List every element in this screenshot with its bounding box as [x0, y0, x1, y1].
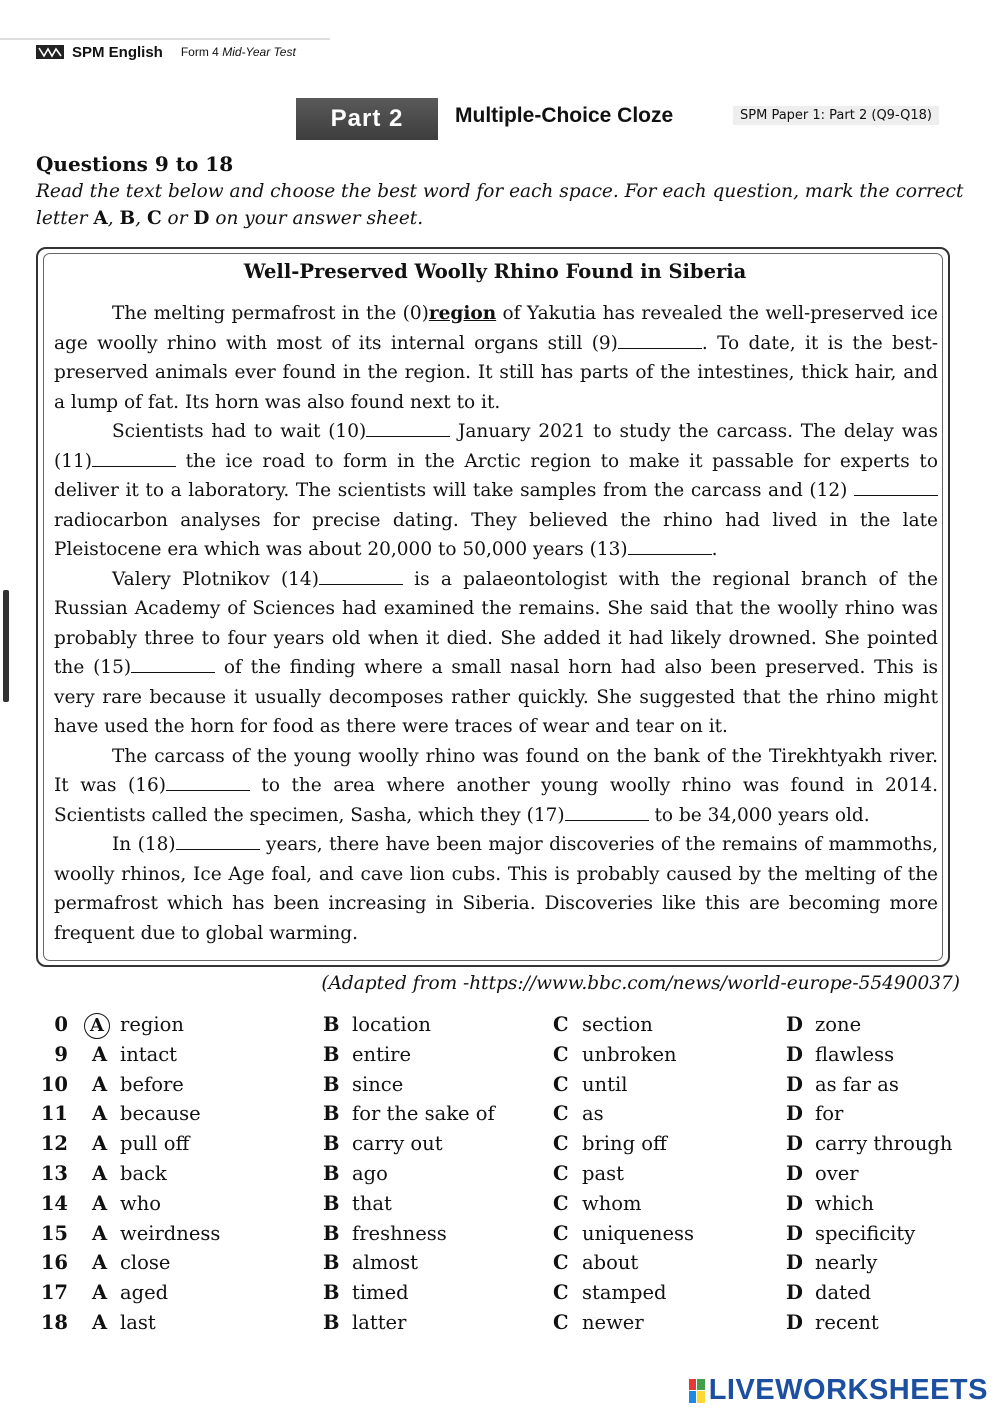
option-c-letter[interactable]: C [553, 1310, 569, 1334]
question-number: 18 [40, 1310, 68, 1334]
question-number: 15 [40, 1221, 68, 1245]
blank-11[interactable] [92, 465, 176, 467]
option-b-text: latter [352, 1310, 407, 1334]
option-c-text: uniqueness [582, 1221, 695, 1245]
option-b-letter[interactable]: B [323, 1042, 340, 1066]
option-a-text: pull off [120, 1132, 190, 1156]
option-d-text: zone [815, 1013, 862, 1036]
option-row-17 [40, 1281, 960, 1311]
option-d-text: nearly [815, 1251, 878, 1275]
option-row-12 [40, 1132, 960, 1162]
paper-label: SPM Paper 1: Part 2 (Q9-Q18) [733, 106, 939, 125]
paragraph-4: The carcass of the young woolly rhino was found on the bank of the Tirekhtyakh river. It was (16) to the area where another young woolly rhino was found in 2014. Scientists called the specimen, Sasha, which they (17) to be 34,000 years old. [54, 745, 938, 826]
option-b-text: carry out [352, 1132, 443, 1156]
option-c-letter[interactable]: C [553, 1102, 569, 1126]
option-row-16 [40, 1251, 960, 1281]
questions-heading: Questions 9 to 18 [36, 152, 234, 176]
option-d-text: as far as [815, 1072, 899, 1096]
option-c-letter[interactable]: C [553, 1251, 569, 1275]
option-d-letter[interactable]: D [786, 1102, 803, 1126]
option-b-text: that [352, 1191, 392, 1215]
instructions: Read the text below and choose the best word for each space. For each question, mark the correct letter A, B, C or D on your answer sheet. [36, 181, 964, 229]
passage-text [54, 299, 938, 948]
option-row-15 [40, 1222, 960, 1252]
option-b-text: entire [352, 1042, 412, 1066]
option-a-text: back [120, 1161, 167, 1185]
option-a-letter[interactable]: A [92, 1191, 108, 1215]
question-number: 12 [40, 1132, 68, 1156]
binding-mark [3, 590, 9, 702]
option-c-text: unbroken [582, 1042, 677, 1066]
option-c-letter[interactable]: C [553, 1191, 569, 1215]
blank-17[interactable] [565, 819, 649, 821]
option-c-letter[interactable]: C [553, 1161, 569, 1185]
option-d-text: carry through [815, 1132, 953, 1156]
question-number: 16 [40, 1251, 68, 1275]
option-d-text: specificity [815, 1221, 916, 1245]
option-a-letter[interactable]: A [92, 1132, 108, 1156]
option-b-letter[interactable]: B [323, 1221, 340, 1245]
option-d-letter[interactable]: D [786, 1221, 803, 1245]
option-c-text: bring off [582, 1132, 667, 1156]
option-c-letter[interactable]: C [553, 1132, 569, 1156]
option-row-0: 0 A region B location C section D zone [40, 1013, 960, 1043]
option-a-letter[interactable]: A [92, 1102, 108, 1126]
passage-title: Well-Preserved Woolly Rhino Found in Siberia [243, 260, 747, 283]
option-d-text: for [815, 1102, 844, 1126]
option-b-letter[interactable]: B [323, 1161, 340, 1185]
option-b-text: since [352, 1072, 404, 1096]
option-b-letter[interactable]: B [323, 1310, 340, 1334]
option-a-text: aged [120, 1281, 169, 1305]
option-d-letter[interactable]: D [786, 1132, 803, 1156]
brand-name: SPM English [72, 43, 163, 61]
example-answer: region [428, 303, 497, 324]
book-logo-icon [36, 45, 64, 59]
option-c-text: whom [582, 1191, 642, 1215]
option-a-letter[interactable]: A [92, 1221, 108, 1245]
liveworksheets-logo-icon [689, 1379, 705, 1403]
option-b-text: ago [352, 1161, 388, 1185]
blank-12[interactable] [854, 494, 938, 496]
paragraph-5: In (18) years, there have been major discoveries of the remains of mammoths, woolly rhinos, Ice Age foal, and cave lion cubs. This is probably caused by the melting of the permafrost which has been increasing in Siberia. Discoveries like this are becoming more frequent due to global warming. [54, 834, 938, 944]
option-d-letter[interactable]: D [786, 1281, 803, 1305]
option-c-text: as [582, 1102, 604, 1126]
question-number: 9 [54, 1042, 68, 1066]
option-a-text: weirdness [120, 1221, 221, 1245]
option-a-letter[interactable]: A [92, 1161, 108, 1185]
option-a-text: intact [120, 1042, 178, 1066]
question-number: 10 [40, 1072, 68, 1096]
option-b-letter[interactable]: B [323, 1281, 340, 1305]
option-c-text: stamped [582, 1281, 667, 1305]
option-b-letter[interactable]: B [323, 1072, 340, 1096]
option-row-9 [40, 1043, 960, 1073]
option-a-letter[interactable]: A [92, 1251, 108, 1275]
option-b-text: timed [352, 1281, 409, 1305]
option-d-text: flawless [815, 1042, 895, 1066]
option-b-letter[interactable]: B [323, 1191, 340, 1215]
option-b-letter[interactable]: B [323, 1251, 340, 1275]
watermark [689, 1374, 988, 1407]
option-b-text: for the sake of [352, 1102, 495, 1126]
option-b-text: freshness [352, 1221, 447, 1245]
blank-10[interactable] [366, 435, 450, 437]
option-a-text: because [120, 1102, 201, 1126]
option-d-letter[interactable]: D [786, 1251, 803, 1275]
part-badge: Part 2 [296, 98, 438, 140]
option-b-letter[interactable]: B [323, 1013, 340, 1036]
option-row-13 [40, 1162, 960, 1192]
option-c-text: about [582, 1251, 639, 1275]
option-row-18 [40, 1311, 960, 1341]
question-number: 11 [40, 1102, 68, 1126]
question-number: 17 [40, 1281, 68, 1305]
option-c-letter[interactable]: C [553, 1072, 569, 1096]
option-d-text: dated [815, 1281, 871, 1305]
option-b-text: location [352, 1013, 431, 1036]
option-a-letter[interactable]: A [92, 1310, 108, 1334]
question-number: 13 [40, 1161, 68, 1185]
option-row-14 [40, 1192, 960, 1222]
option-a-letter[interactable]: A [92, 1281, 108, 1305]
option-c-letter[interactable]: C [553, 1013, 569, 1036]
option-d-letter[interactable]: D [786, 1013, 803, 1036]
paragraph-1: The melting permafrost in the (0)region of Yakutia has revealed the well-preserved ice age woolly rhino with most of its internal organs still (9) . To date, it is the best-preserved animals ever found in the region. It still has parts of the intestines, thick hair, and a lump of fat. Its horn was also found next to it. [54, 303, 939, 413]
option-a-letter[interactable]: A [92, 1042, 108, 1066]
option-c-letter[interactable]: C [553, 1221, 569, 1245]
option-d-letter[interactable]: D [786, 1161, 803, 1185]
option-c-letter[interactable]: C [553, 1281, 569, 1305]
blank-15[interactable] [131, 671, 215, 673]
blank-16[interactable] [166, 789, 250, 791]
page-header [36, 40, 296, 64]
options-table [40, 1013, 960, 1341]
option-d-letter[interactable]: D [786, 1072, 803, 1096]
option-c-text: past [582, 1161, 624, 1185]
blank-9[interactable] [618, 347, 702, 349]
option-a-text: close [120, 1251, 171, 1275]
option-d-letter[interactable]: D [786, 1310, 803, 1334]
option-c-text: until [582, 1072, 628, 1096]
option-c-text: section [582, 1013, 653, 1036]
option-b-letter[interactable]: B [323, 1132, 340, 1156]
option-c-text: newer [582, 1310, 644, 1334]
blank-18[interactable] [176, 848, 260, 850]
option-a-text: region [120, 1013, 184, 1036]
source-citation: (Adapted from -https://www.bbc.com/news/world-europe-55490037) [321, 973, 960, 994]
option-a-text: before [120, 1072, 184, 1096]
paragraph-3: Valery Plotnikov (14) is a palaeontologist with the regional branch of the Russian Academy of Sciences had examined the remains. She said that the woolly rhino was probably three to four years old when it died. She added it had likely drowned. She pointed the (15) of the finding where a small nasal horn had also been preserved. This is very rare because it usually decomposes rather quickly. She suggested that the rhino might have used the horn for food as there were traces of wear and tear on it. [54, 568, 939, 737]
option-a-text: last [120, 1310, 156, 1334]
blank-14[interactable] [319, 583, 403, 585]
option-a-letter[interactable]: A [92, 1072, 108, 1096]
option-row-10 [40, 1073, 960, 1103]
option-c-letter[interactable]: C [553, 1042, 569, 1066]
option-d-text: recent [815, 1310, 879, 1334]
option-row-11 [40, 1102, 960, 1132]
option-d-letter[interactable]: D [786, 1191, 803, 1215]
option-d-text: over [815, 1161, 859, 1185]
option-b-text: almost [352, 1251, 418, 1275]
option-d-text: which [815, 1191, 874, 1215]
question-number: 0 [54, 1013, 68, 1036]
watermark-text: LIVEWORKSHEETS [708, 1374, 988, 1406]
option-a-text: who [120, 1191, 161, 1215]
part-title: Multiple-Choice Cloze [455, 104, 674, 127]
form-label: Form 4 Mid-Year Test [180, 45, 296, 59]
option-d-letter[interactable]: D [786, 1042, 803, 1066]
option-b-letter[interactable]: B [323, 1102, 340, 1126]
blank-13[interactable] [628, 553, 712, 555]
question-number: 14 [40, 1191, 68, 1215]
paragraph-2: Scientists had to wait (10) January 2021 to study the carcass. The delay was (11) the ice road to form in the Arctic region to make it passable for experts to deliver it to a laboratory. The scientists will take samples from the carcass and (12) radiocarbon analyses for precise dating. They believed the rhino had lived in the late Pleistocene era which was about 20,000 to 50,000 years (13) . [54, 421, 938, 560]
